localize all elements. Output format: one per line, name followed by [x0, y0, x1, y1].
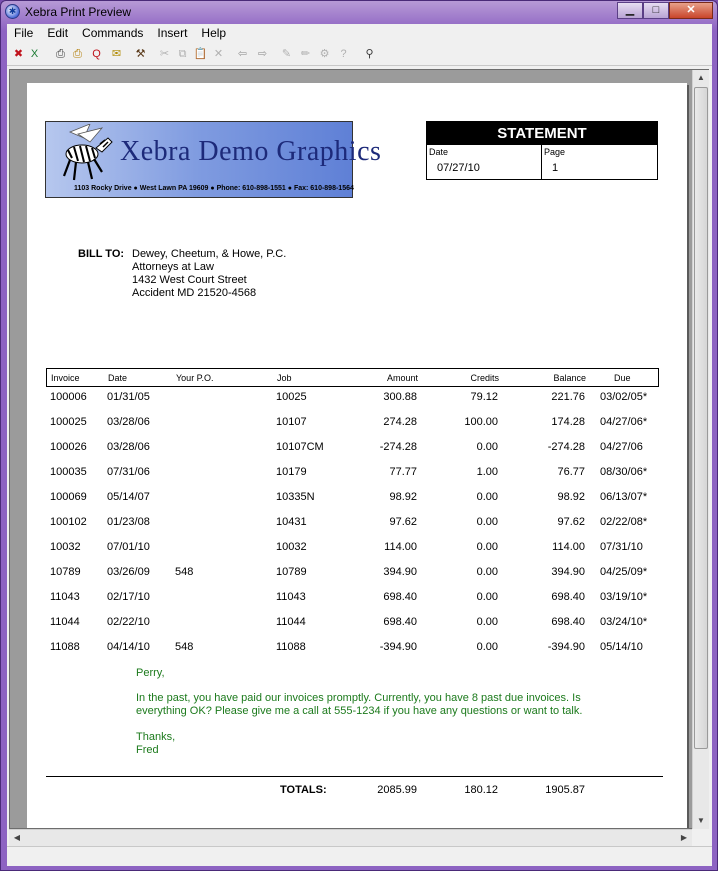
table-row: [46, 416, 659, 430]
col-amount: Amount: [386, 373, 418, 383]
due-cell: 03/02/05*: [600, 391, 648, 403]
invoice-cell: 11044: [50, 616, 80, 628]
total-balance: 1905.87: [545, 784, 585, 796]
balance-cell: -274.28: [547, 441, 585, 453]
date-cell: 07/01/10: [107, 541, 150, 553]
minimize-button[interactable]: ▁: [617, 2, 643, 19]
preview-viewport: [9, 69, 709, 829]
totals-divider: [46, 776, 663, 777]
date-cell: 01/31/05: [107, 391, 150, 403]
invoice-cell: 100069: [50, 491, 87, 503]
invoice-cell: 100026: [50, 441, 87, 453]
arrow-left-icon[interactable]: ⇦: [237, 48, 248, 60]
statement-date: 07/27/10: [437, 162, 480, 174]
note-signature: Fred: [136, 744, 159, 756]
due-cell: 02/22/08*: [600, 516, 648, 528]
exit-icon[interactable]: ✖: [13, 48, 24, 60]
amount-cell: 77.77: [389, 466, 417, 478]
menu-insert[interactable]: Insert: [157, 26, 188, 40]
credits-cell: 1.00: [476, 466, 498, 478]
hammer-icon[interactable]: ⚒: [135, 48, 146, 60]
job-cell: 10431: [276, 516, 307, 528]
date-cell: 04/14/10: [107, 641, 150, 653]
col-job: Job: [277, 373, 292, 383]
credits-cell: 79.12: [470, 391, 498, 403]
print-setup-icon[interactable]: ⎙: [73, 48, 82, 60]
properties-icon[interactable]: ⚙: [319, 48, 330, 60]
statement-box: [426, 121, 658, 180]
balance-cell: 98.92: [557, 491, 585, 503]
print-icon[interactable]: ⎙: [56, 48, 65, 60]
help-icon[interactable]: ?: [340, 48, 347, 60]
pencil-icon[interactable]: ✏: [300, 48, 311, 60]
credits-cell: 100.00: [464, 416, 498, 428]
zebra-logo-icon: [50, 124, 120, 184]
toolbar: [7, 43, 712, 66]
amount-cell: 394.90: [383, 566, 417, 578]
job-cell: 10335N: [276, 491, 315, 503]
maximize-button[interactable]: □: [643, 2, 669, 19]
due-cell: 03/24/10*: [600, 616, 648, 628]
amount-cell: 274.28: [383, 416, 417, 428]
note-line-1: In the past, you have paid our invoices promptly. Currently, you have 8 past due invoices. Is: [136, 692, 581, 704]
po-cell: 548: [175, 641, 194, 653]
amount-cell: 698.40: [383, 591, 417, 603]
statement-page: [27, 83, 687, 829]
excel-icon[interactable]: X: [30, 48, 39, 60]
job-cell: 10025: [276, 391, 307, 403]
invoice-cell: 100102: [50, 516, 87, 528]
credits-cell: 0.00: [476, 641, 498, 653]
edit-icon[interactable]: ✎: [281, 48, 292, 60]
window-controls: [617, 2, 713, 19]
bill-to-line-2: Attorneys at Law: [132, 261, 214, 273]
app-icon: ✱: [5, 4, 20, 19]
balance-cell: 698.40: [551, 591, 585, 603]
paste-icon[interactable]: 📋: [193, 48, 208, 60]
totals-label: TOTALS:: [280, 784, 327, 796]
scroll-left-icon[interactable]: ◀: [13, 833, 21, 842]
invoice-cell: 11043: [50, 591, 80, 603]
due-cell: 04/25/09*: [600, 566, 648, 578]
table-row: [46, 591, 659, 605]
col-invoice: Invoice: [51, 373, 80, 383]
copy-icon[interactable]: ⧉: [178, 48, 187, 60]
invoice-cell: 100025: [50, 416, 87, 428]
table-row: [46, 391, 659, 405]
horizontal-scrollbar[interactable]: [9, 829, 692, 846]
job-cell: 10032: [276, 541, 307, 553]
page-label: Page: [544, 147, 566, 157]
vertical-scroll-thumb[interactable]: [694, 87, 708, 749]
col-date: Date: [108, 373, 128, 383]
date-label: Date: [429, 147, 449, 157]
job-cell: 10107CM: [276, 441, 324, 453]
job-cell: 10179: [276, 466, 307, 478]
due-cell: 04/27/06*: [600, 416, 648, 428]
menu-commands[interactable]: Commands: [82, 26, 144, 40]
bill-to-label: BILL TO:: [78, 248, 125, 260]
date-cell: 01/23/08: [107, 516, 150, 528]
menu-edit[interactable]: Edit: [47, 26, 69, 40]
balance-cell: 174.28: [551, 416, 585, 428]
invoice-cell: 10789: [50, 566, 81, 578]
due-cell: 06/13/07*: [600, 491, 648, 503]
date-cell: 02/17/10: [107, 591, 150, 603]
scroll-up-icon[interactable]: ▲: [697, 73, 705, 82]
statement-page-number: 1: [552, 162, 559, 174]
status-bar: [7, 846, 712, 866]
delete-icon[interactable]: ✕: [213, 48, 224, 60]
close-button[interactable]: ✕: [669, 2, 713, 19]
amount-cell: -274.28: [379, 441, 417, 453]
table-row: [46, 466, 659, 480]
bill-to-street: 1432 West Court Street: [132, 274, 247, 286]
balance-cell: 76.77: [557, 466, 585, 478]
window-title: Xebra Print Preview: [25, 5, 132, 19]
total-credits: 180.12: [464, 784, 498, 796]
due-cell: 07/31/10: [600, 541, 643, 553]
job-cell: 11044: [276, 616, 306, 628]
date-cell: 03/28/06: [107, 441, 150, 453]
balance-cell: 97.62: [557, 516, 585, 528]
date-cell: 02/22/10: [107, 616, 150, 628]
col-credits: Credits: [470, 373, 499, 383]
amount-cell: 114.00: [384, 541, 417, 553]
date-cell: 03/28/06: [107, 416, 150, 428]
job-cell: 11088: [276, 641, 306, 653]
balance-cell: 221.76: [551, 391, 585, 403]
company-logo: [45, 121, 382, 198]
table-row: [46, 516, 659, 530]
credits-cell: 0.00: [476, 491, 498, 503]
bill-to-name: Dewey, Cheetum, & Howe, P.C.: [132, 248, 287, 260]
col-due: Due: [614, 373, 631, 383]
scroll-down-icon[interactable]: ▼: [697, 816, 705, 825]
note-closing: Thanks,: [136, 731, 176, 743]
table-row: [46, 541, 659, 555]
amount-cell: -394.90: [379, 641, 417, 653]
amount-cell: 300.88: [383, 391, 417, 403]
credits-cell: 0.00: [476, 516, 498, 528]
logo-address: 1103 Rocky Drive ● West Lawn PA 19609 ● Phone: 610-898-1551 ● Fax: 610-898-1564: [74, 185, 354, 192]
due-cell: 03/19/10*: [600, 591, 648, 603]
find-icon[interactable]: ⚲: [365, 48, 374, 60]
invoice-cell: 100006: [50, 391, 87, 403]
table-row: [46, 441, 659, 455]
menu-file[interactable]: File: [14, 26, 34, 40]
bill-to-city: Accident MD 21520-4568: [132, 287, 257, 299]
table-row: [46, 641, 659, 655]
invoice-cell: 100035: [50, 466, 87, 478]
amount-cell: 698.40: [383, 616, 417, 628]
credits-cell: 0.00: [476, 566, 498, 578]
credits-cell: 0.00: [476, 441, 498, 453]
preview-icon[interactable]: Q: [92, 48, 101, 60]
due-cell: 08/30/06*: [600, 466, 648, 478]
balance-cell: -394.90: [547, 641, 585, 653]
date-cell: 05/14/07: [107, 491, 150, 503]
logo-company-name: Xebra Demo Graphics: [120, 136, 382, 167]
job-cell: 11043: [276, 591, 306, 603]
invoice-cell: 11088: [50, 641, 80, 653]
menu-bar: [7, 24, 712, 42]
amount-cell: 98.92: [389, 491, 417, 503]
menu-help[interactable]: Help: [201, 26, 227, 40]
table-row: [46, 491, 659, 505]
table-row: [46, 616, 659, 630]
note-greeting: Perry,: [136, 667, 165, 679]
total-amount: 2085.99: [377, 784, 417, 796]
statement-date-cell: [427, 145, 542, 180]
arrow-right-icon[interactable]: ⇨: [257, 48, 268, 60]
col-balance: Balance: [553, 373, 586, 383]
email-icon[interactable]: ✉: [111, 48, 122, 60]
balance-cell: 698.40: [551, 616, 585, 628]
invoice-table-header: [46, 368, 659, 387]
statement-title: STATEMENT: [427, 122, 657, 145]
client-area: [7, 24, 712, 866]
statement-page-cell: [542, 145, 657, 180]
balance-cell: 114.00: [552, 541, 585, 553]
due-cell: 05/14/10: [600, 641, 643, 653]
vertical-scrollbar[interactable]: [692, 70, 709, 829]
credits-cell: 0.00: [476, 616, 498, 628]
col-po: Your P.O.: [176, 373, 214, 383]
credits-cell: 0.00: [476, 541, 498, 553]
po-cell: 548: [175, 566, 194, 578]
job-cell: 10789: [276, 566, 307, 578]
due-cell: 04/27/06: [600, 441, 643, 453]
title-bar: [1, 1, 717, 23]
date-cell: 07/31/06: [107, 466, 150, 478]
scroll-right-icon[interactable]: ▶: [680, 833, 688, 842]
note-line-2: everything OK? Please give me a call at 555-1234 if you have any questions or want to talk.: [136, 705, 583, 717]
date-cell: 03/26/09: [107, 566, 150, 578]
invoice-cell: 10032: [50, 541, 81, 553]
cut-icon[interactable]: ✂: [159, 48, 170, 60]
amount-cell: 97.62: [389, 516, 417, 528]
table-row: [46, 566, 659, 580]
job-cell: 10107: [276, 416, 307, 428]
credits-cell: 0.00: [476, 591, 498, 603]
balance-cell: 394.90: [551, 566, 585, 578]
